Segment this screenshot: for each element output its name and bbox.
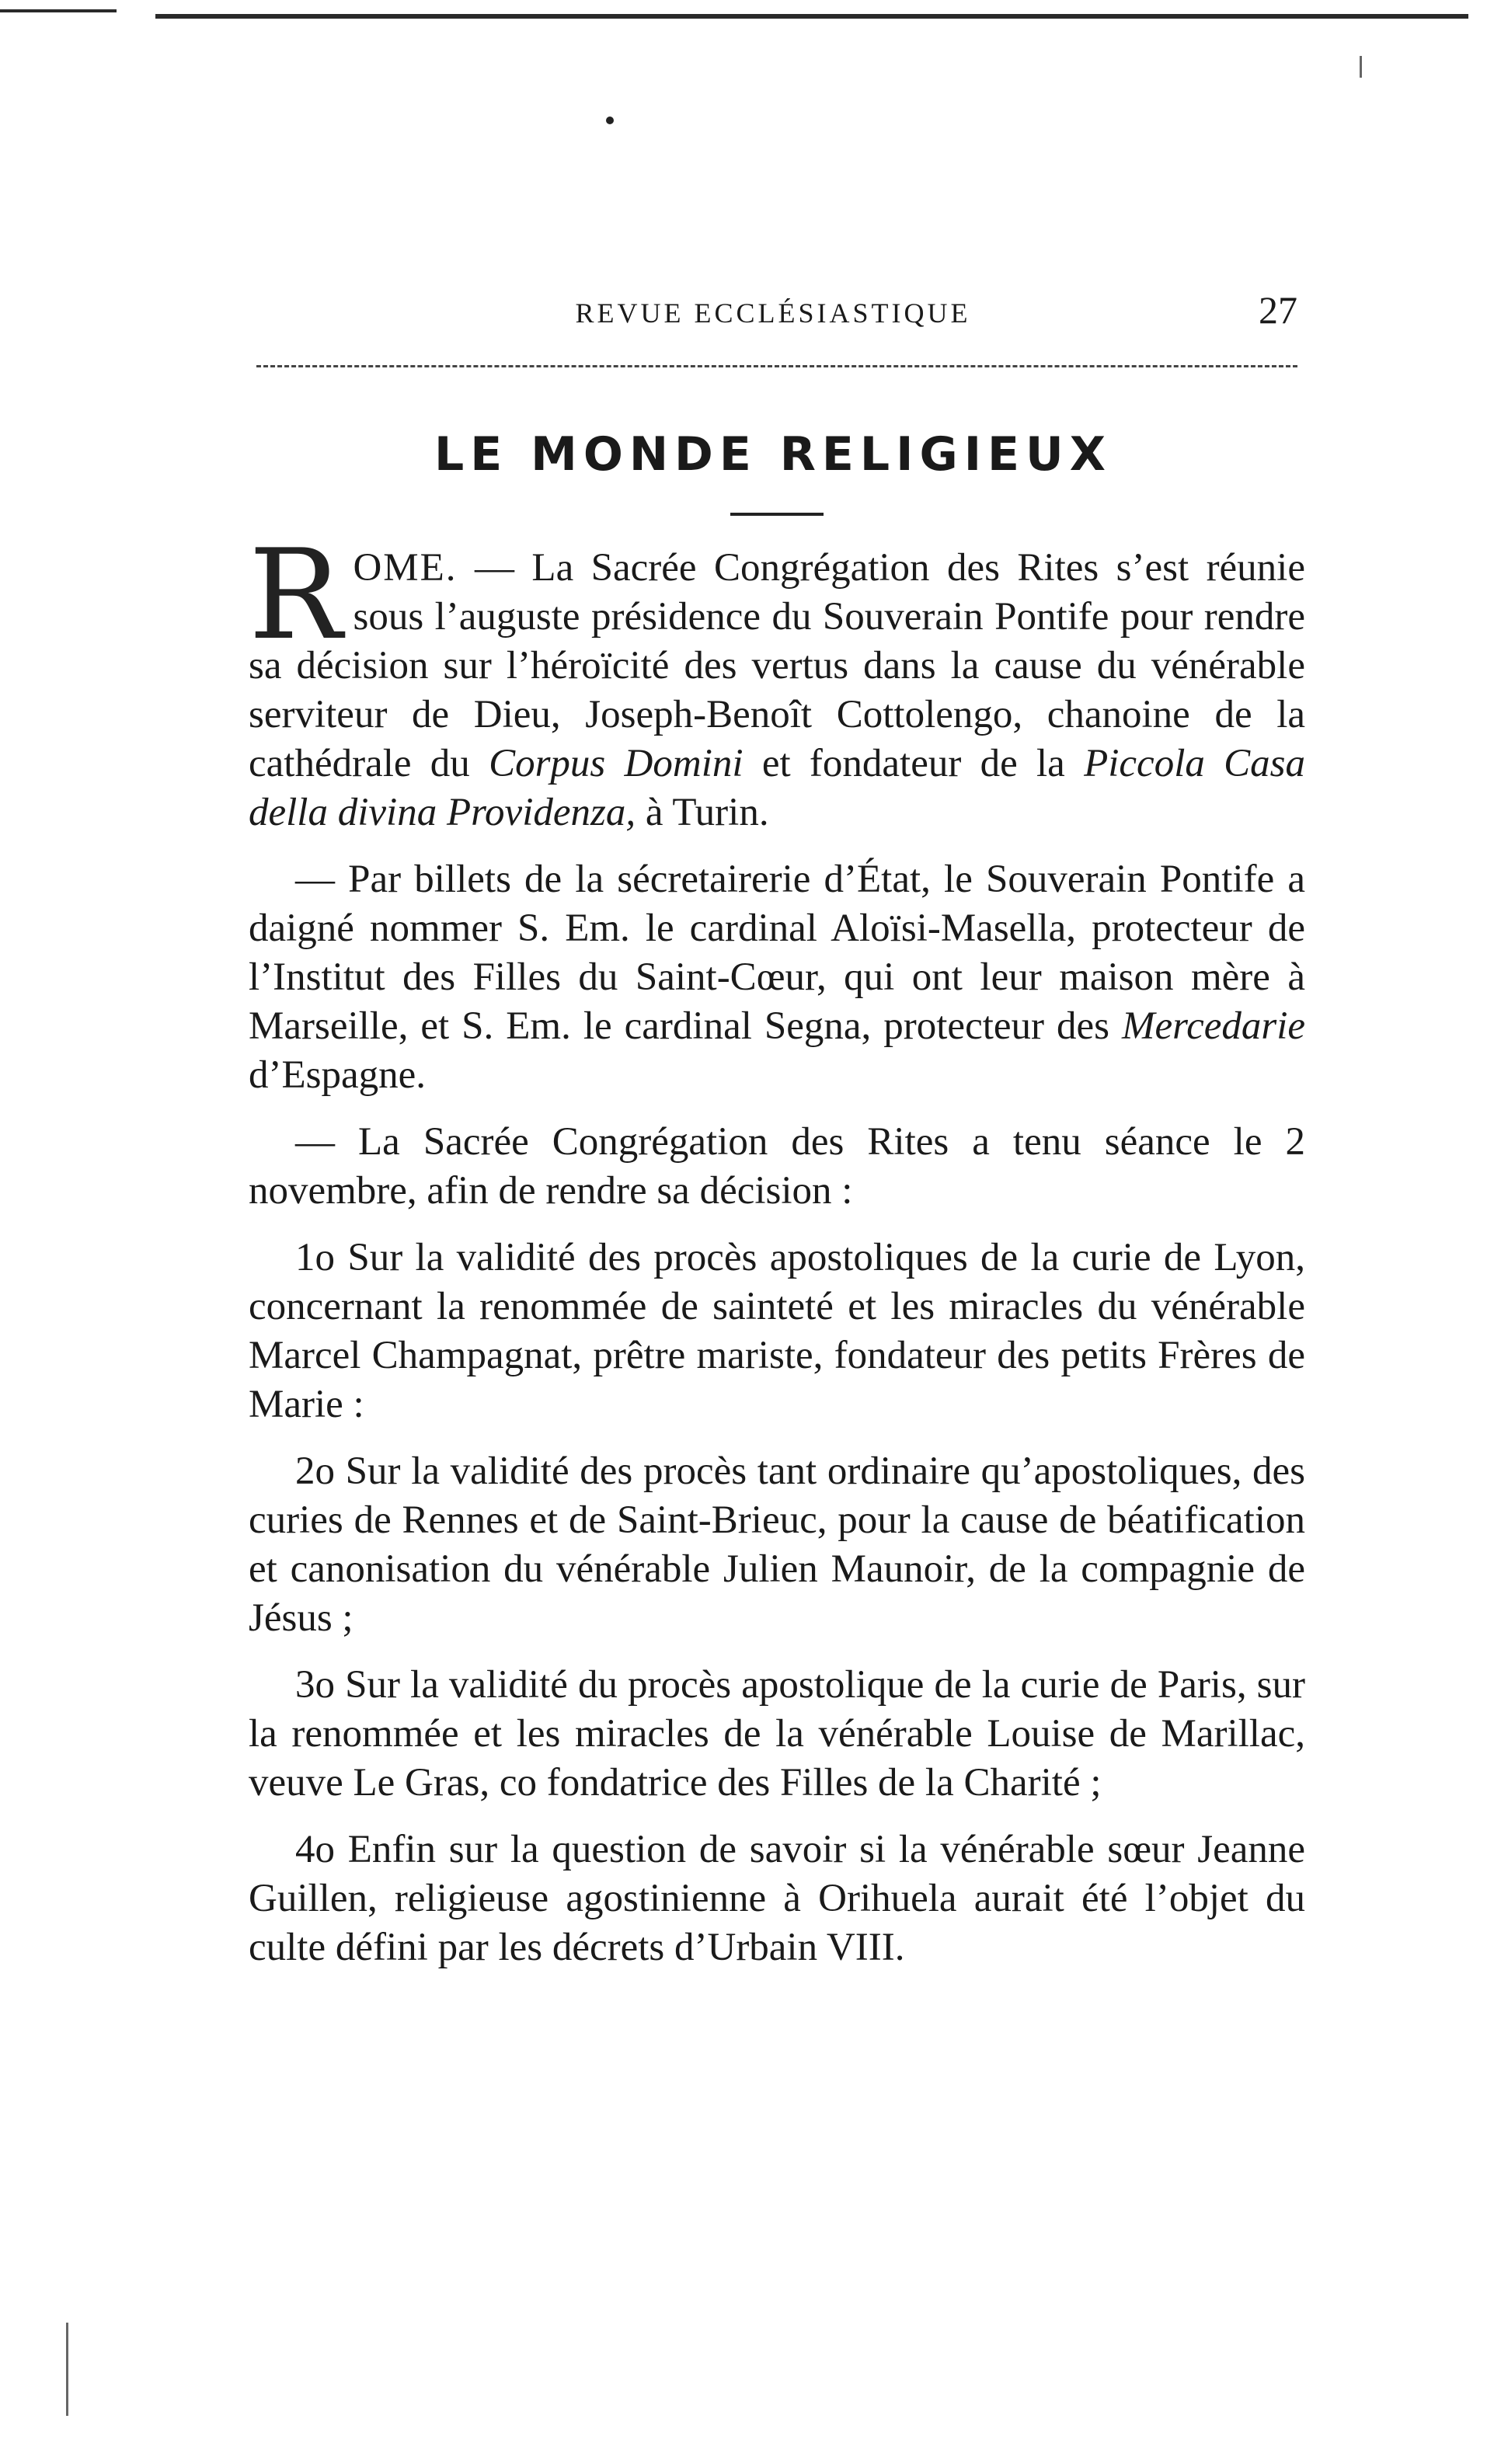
paragraph-text: à Turin. bbox=[636, 791, 769, 834]
section-title: LE MONDE RELIGIEUX bbox=[434, 427, 1112, 482]
paragraph-seance: — La Sacrée Congrégation des Rites a tenu séance le 2 novembre, afin de rendre sa décision : bbox=[249, 1120, 1305, 1213]
paragraph-text: d’Espagne. bbox=[249, 1053, 427, 1097]
lead-word: OME. bbox=[353, 546, 458, 590]
italic-text: Mercedarie bbox=[1122, 1004, 1305, 1048]
drop-cap: R bbox=[249, 522, 343, 667]
italic-text: Piccola Casa della divina Providenza, bbox=[249, 742, 1305, 834]
page-number: 27 bbox=[1259, 288, 1297, 332]
header-rule bbox=[256, 365, 1297, 367]
scan-edge-tick bbox=[0, 9, 117, 12]
scan-speck bbox=[606, 117, 614, 124]
paragraph-item-4: 4o Enfin sur la question de savoir si la vénérable sœur Jeanne Guillen, religieuse agostinienne à Orihuela aurait été l’objet du culte défini par les décrets d’Urbain VIII. bbox=[249, 1828, 1305, 1969]
paragraph-text: et fondateur de la bbox=[743, 742, 1085, 785]
page-header bbox=[249, 287, 1297, 342]
paragraph-text: — La Sacrée Congrégation des Rites s’est réunie sous l’auguste présidence du Souverain Pontife pour rendre sa décision sur l’héroïcité des vertus dans la cause du vénérable serviteur de Dieu, Joseph-Benoît Cottolengo, chanoine de la cathédrale du bbox=[249, 546, 1305, 785]
paragraph-nominations bbox=[249, 855, 1305, 1100]
margin-mark bbox=[1360, 56, 1362, 78]
paragraph-rome bbox=[249, 522, 1305, 837]
running-head: REVUE ECCLÉSIASTIQUE bbox=[575, 298, 971, 329]
title-rule bbox=[730, 513, 824, 516]
scan-edge-rule bbox=[155, 14, 1468, 19]
paragraph-item-2: 2o Sur la validité des procès tant ordinaire qu’apostoliques, des curies de Rennes et de Saint-Brieuc, pour la cause de béatification et canonisation du vénérable Julien Maunoir, de la compagnie de Jésus ; bbox=[249, 1450, 1305, 1640]
margin-mark bbox=[66, 2323, 68, 2416]
paragraph-item-3: 3o Sur la validité du procès apostolique de la curie de Paris, sur la renommée et les miracles de la vénérable Louise de Marillac, veuve Le Gras, co fondatrice des Filles de la Charité ; bbox=[249, 1663, 1305, 1804]
article-body bbox=[249, 522, 1305, 1990]
paragraph-text: — Par billets de la sécretairerie d’État, le Souverain Pontife a daigné nommer S. Em. le cardinal Aloïsi-Masella, protecteur de l’Institut des Filles du Saint-Cœur, qui ont leur maison mère à Marseille, et S. Em. le cardinal Segna, protecteur des bbox=[249, 858, 1305, 1048]
italic-text: Corpus Domini bbox=[489, 742, 744, 785]
paragraph-item-1: 1o Sur la validité des procès apostoliques de la curie de Lyon, concernant la renommée de sainteté et les miracles du vénérable Marcel Champagnat, prêtre mariste, fondateur des petits Frères de Marie : bbox=[249, 1236, 1305, 1426]
